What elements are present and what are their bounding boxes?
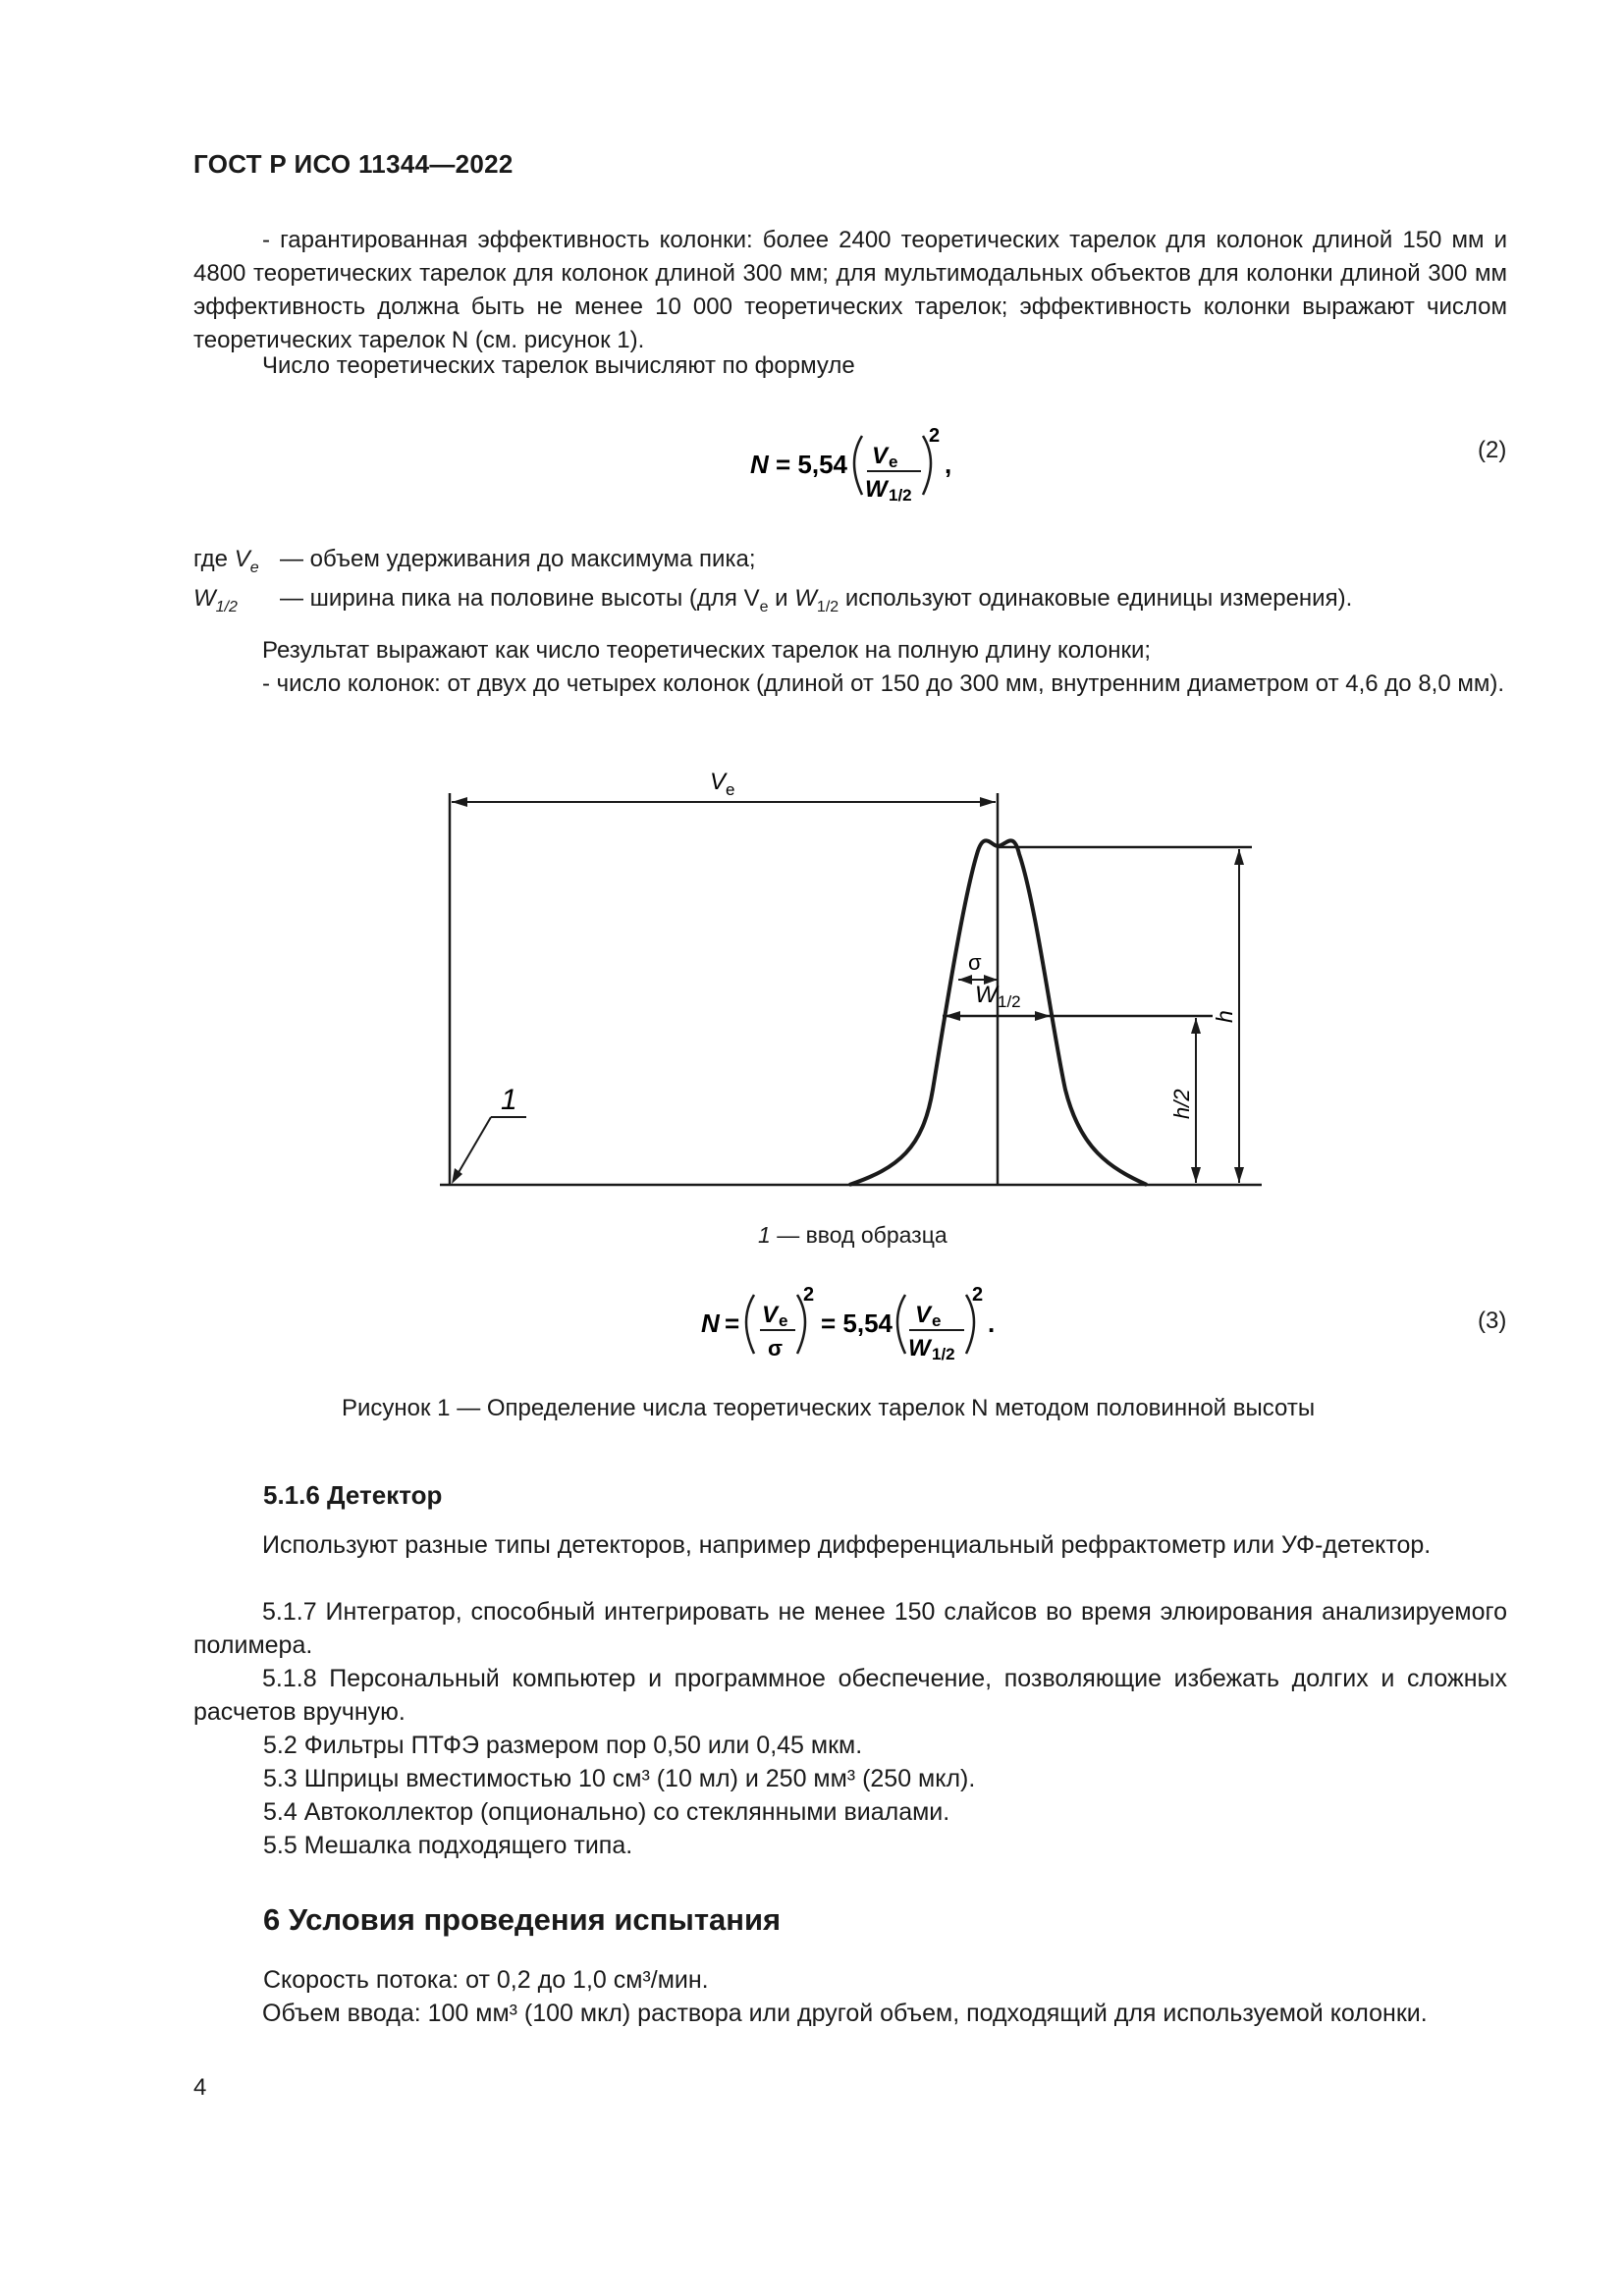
paragraph-result: Результат выражают как число теоретических тарелок на полную длину колонки; <box>262 637 1152 664</box>
paragraph-517: 5.1.7 Интегратор, способный интегрировать не менее 150 слайсов во время элюирования анализируемого полимера. <box>193 1598 1507 1659</box>
svg-text:W: W <box>908 1335 931 1362</box>
figure-legend: 1 — ввод образца <box>758 1222 947 1248</box>
svg-text:2: 2 <box>972 1284 984 1306</box>
svg-text:1/2: 1/2 <box>998 992 1021 1011</box>
svg-text:=: = <box>725 1308 740 1338</box>
svg-text:= 5,54: = 5,54 <box>821 1308 893 1338</box>
svg-text:V: V <box>762 1302 779 1328</box>
svg-text:,: , <box>945 450 952 479</box>
svg-text:V: V <box>915 1302 932 1328</box>
document-header: ГОСТ Р ИСО 11344—2022 <box>193 149 514 179</box>
where-prefix: где <box>193 546 229 572</box>
ve-label: V <box>710 769 727 795</box>
svg-text:2: 2 <box>929 425 941 447</box>
where-line-1 <box>193 546 259 577</box>
figure-caption: Рисунок 1 — Определение числа теоретических тарелок N методом половинной высоты <box>342 1395 1316 1421</box>
label-1: 1 <box>501 1084 517 1116</box>
svg-text:e: e <box>779 1311 788 1330</box>
flow-rate-line: Скорость потока: от 0,2 до 1,0 см³/мин. <box>263 1966 709 1994</box>
equation-number-3: (3) <box>1478 1308 1507 1334</box>
paragraph-518: 5.1.8 Персональный компьютер и программное обеспечение, позволяющие избежать долгих и сложных расчетов вручную. <box>193 1665 1507 1726</box>
svg-text:1/2: 1/2 <box>889 486 912 505</box>
svg-text:1/2: 1/2 <box>932 1345 955 1363</box>
paragraph-formula-intro: Число теоретических тарелок вычисляют по формуле <box>262 352 855 379</box>
svg-text:W: W <box>865 476 888 503</box>
item-54: 5.4 Автоколлектор (опционально) со стеклянными виалами. <box>263 1798 950 1826</box>
h2-label: h/2 <box>1169 1089 1194 1119</box>
symbol-w12: $W_{1/2}$ <box>193 585 238 615</box>
svg-text:= 5,54: = 5,54 <box>776 450 848 479</box>
svg-text:N: N <box>701 1308 720 1338</box>
heading-6: 6 Условия проведения испытания <box>263 1902 782 1937</box>
svg-text:2: 2 <box>803 1284 815 1306</box>
paragraph-column-efficiency: - гарантированная эффективность колонки: более 2400 теоретических тарелок для колонок длиной 150 мм и 4800 теоретических тарелок для колонок длиной 300 мм; для мультимодальных объектов для колонки длиной 300 мм эффективность должна быть не менее 10 000 теоретических тарелок; эффективность колонки выражают числом теоретических тарелок N (см. рисунок 1). <box>193 227 1507 353</box>
sigma-label: σ <box>968 950 982 975</box>
where-def-2: — ширина пика на половине высоты (для $V_e$ и $W_{1/2}$ используют одинаковые единицы измерения). <box>280 585 1353 615</box>
heading-516: 5.1.6 Детектор <box>263 1480 443 1510</box>
injection-volume-paragraph: Объем ввода: 100 мм³ (100 мкл) раствора или другой объем, подходящий для используемой колонки. <box>262 2000 1428 2027</box>
w12-label: W <box>975 982 998 1008</box>
paragraph-detector: Используют разные типы детекторов, например дифференциальный рефрактометр или УФ-детектор. <box>262 1531 1432 1559</box>
svg-text:e: e <box>726 780 735 799</box>
h-label: h <box>1212 1010 1237 1023</box>
equation-number-2: (2) <box>1478 437 1507 463</box>
item-52: 5.2 Фильтры ПТФЭ размером пор 0,50 или 0,45 мкм. <box>263 1732 863 1759</box>
formula-3 <box>687 1271 1021 1369</box>
item-53: 5.3 Шприцы вместимостью 10 см³ (10 мл) и 250 мм³ (250 мкл). <box>263 1765 976 1792</box>
where-def-1: — объем удерживания до максимума пика; <box>280 546 756 572</box>
symbol-ve: $V_e$ <box>234 546 259 576</box>
svg-text:σ: σ <box>768 1336 784 1361</box>
svg-text:N: N <box>750 450 769 479</box>
item-55: 5.5 Мешалка подходящего типа. <box>263 1832 633 1859</box>
formula-2 <box>736 412 992 510</box>
svg-text:.: . <box>988 1308 996 1338</box>
figure-1-chromatogram <box>432 756 1276 1207</box>
paragraph-column-count: - число колонок: от двух до четырех колонок (длиной от 150 до 300 мм, внутренним диаметром от 4,6 до 8,0 мм). <box>262 670 1505 697</box>
svg-text:V: V <box>872 443 889 469</box>
page-number: 4 <box>193 2074 207 2101</box>
svg-text:e: e <box>932 1311 942 1330</box>
svg-text:e: e <box>889 453 898 471</box>
